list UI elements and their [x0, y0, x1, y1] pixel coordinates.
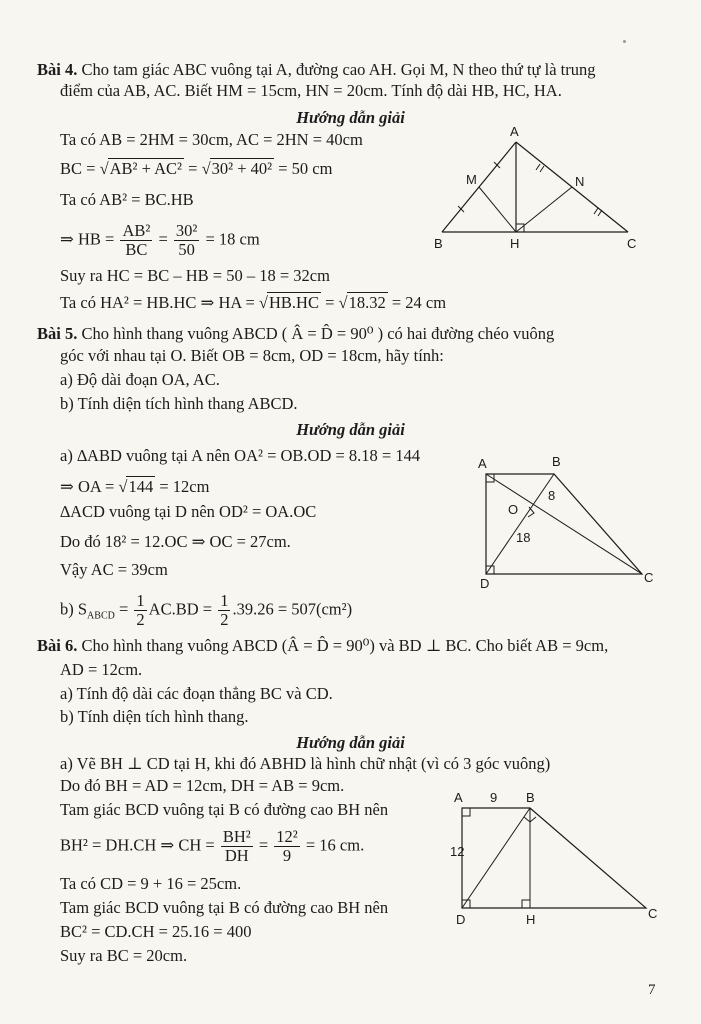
- label-h: H: [510, 236, 520, 251]
- label-c: C: [648, 906, 658, 921]
- label-d: D: [456, 912, 466, 927]
- bai6-question-b: b) Tính diện tích hình thang.: [60, 707, 249, 726]
- bai4-sol-line4: ⇒ HB = $\frac{\text{AB²}}{BC}$ = $\frac{\text{30²}}{50}$ = 18 cm: [60, 221, 260, 259]
- scan-speck: [623, 40, 626, 43]
- bai6-guide-heading: Hướng dẫn giải: [296, 733, 405, 752]
- bai6-sol-line8: Suy ra BC = 20cm.: [60, 946, 188, 965]
- bai5-statement-line1: Bài 5. Cho hình thang vuông ABCD ( Â = D̂ = 90⁰ ) có hai đường chéo vuông: [37, 324, 555, 343]
- bai6-sol-line7: BC² = CD.CH = 25.16 = 400: [60, 922, 252, 941]
- bai4-triangle-figure: [430, 120, 650, 260]
- bai4-guide-heading: Hướng dẫn giải: [296, 108, 405, 127]
- page-number: 7: [648, 982, 656, 998]
- label-ad: 12: [450, 844, 465, 859]
- bai5-sol-line5: Vậy AC = 39cm: [60, 560, 168, 579]
- bai5-question-a: a) Độ dài đoạn OA, AC.: [60, 370, 220, 389]
- bai5-sol-line4: Do đó 18² = 12.OC ⇒ OC = 27cm.: [60, 532, 291, 551]
- bai4-sol-line6: Ta có HA² = HB.HC ⇒ HA = √HB.HC = √18.32 = 24 cm: [60, 293, 447, 312]
- bai5-sol-line3: ∆ACD vuông tại D nên OD² = OA.OC: [60, 502, 317, 521]
- bai4-title: Bài 4.: [37, 60, 78, 79]
- bai6-question-a: a) Tính độ dài các đoạn thẳng BC và CD.: [60, 684, 333, 703]
- bai6-sol-line6: Tam giác BCD vuông tại B có đường cao BH nên: [60, 898, 389, 917]
- bai6-trapezoid-figure: [450, 790, 670, 930]
- bai6-statement-line2: AD = 12cm.: [60, 660, 143, 679]
- bai4-sol-line5: Suy ra HC = BC – HB = 50 – 18 = 32cm: [60, 266, 330, 285]
- bai4-sol-line1: Ta có AB = 2HM = 30cm, AC = 2HN = 40cm: [60, 130, 363, 149]
- label-c: C: [644, 570, 654, 585]
- bai4-sol-line3: Ta có AB² = BC.HB: [60, 190, 194, 209]
- label-n: N: [575, 174, 585, 189]
- label-h: H: [526, 912, 536, 927]
- label-a: A: [454, 790, 463, 805]
- label-b: B: [434, 236, 443, 251]
- bai5-statement-line2: góc với nhau tại O. Biết OB = 8cm, OD = 18cm, hãy tính:: [60, 346, 444, 365]
- bai5-sol-line6: b) $S_{ABCD}$ = $\frac{1}{2}$ AC.BD = $\frac{1}{2}$ .39.26 = 507(cm²): [60, 591, 353, 629]
- label-ob: 8: [548, 488, 556, 503]
- label-a: A: [510, 124, 519, 139]
- bai4-statement-line1: Bài 4. Cho tam giác ABC vuông tại A, đường cao AH. Gọi M, N theo thứ tự là trung: [37, 60, 596, 79]
- bai4-sol-line2: BC = √AB² + AC² = √30² + 40² = 50 cm: [60, 159, 333, 178]
- bai5-title: Bài 5.: [37, 324, 78, 343]
- bai6-sol-line5: Ta có CD = 9 + 16 = 25cm.: [60, 874, 242, 893]
- bai5-trapezoid-figure: [470, 450, 670, 590]
- bai5-sol-line1: a) ∆ABD vuông tại A nên OA² = OB.OD = 8.18 = 144: [60, 446, 421, 465]
- label-o: O: [508, 502, 519, 517]
- label-a: A: [478, 456, 487, 471]
- bai5-question-b: b) Tính diện tích hình thang ABCD.: [60, 394, 298, 413]
- bai6-sol-line4: BH² = DH.CH ⇒ CH = $\frac{\text{BH²}}{DH}$ = $\frac{\text{12²}}{9}$ = 16 cm.: [60, 827, 365, 865]
- bai6-statement-line1: Bài 6. Cho hình thang vuông ABCD (Â = D̂ = 90⁰) và BD ⊥ BC. Cho biết AB = 9cm,: [37, 636, 609, 655]
- label-d: D: [480, 576, 490, 590]
- label-b: B: [526, 790, 535, 805]
- bai5-guide-heading: Hướng dẫn giải: [296, 420, 405, 439]
- bai4-statement-line2: điểm của AB, AC. Biết HM = 15cm, HN = 20cm. Tính độ dài HB, HC, HA.: [60, 81, 562, 100]
- label-b: B: [552, 454, 561, 469]
- label-od: 18: [516, 530, 531, 545]
- bai6-sol-line2: Do đó BH = AD = 12cm, DH = AB = 9cm.: [60, 776, 345, 795]
- label-ab: 9: [490, 790, 498, 805]
- bai6-title: Bài 6.: [37, 636, 78, 655]
- label-m: M: [466, 172, 477, 187]
- bai6-sol-line1: a) Vẽ BH ⊥ CD tại H, khi đó ABHD là hình chữ nhật (vì có 3 góc vuông): [60, 754, 551, 773]
- bai5-sol-line2: ⇒ OA = √144 = 12cm: [60, 477, 210, 496]
- label-c: C: [627, 236, 637, 251]
- bai6-sol-line3: Tam giác BCD vuông tại B có đường cao BH nên: [60, 800, 389, 819]
